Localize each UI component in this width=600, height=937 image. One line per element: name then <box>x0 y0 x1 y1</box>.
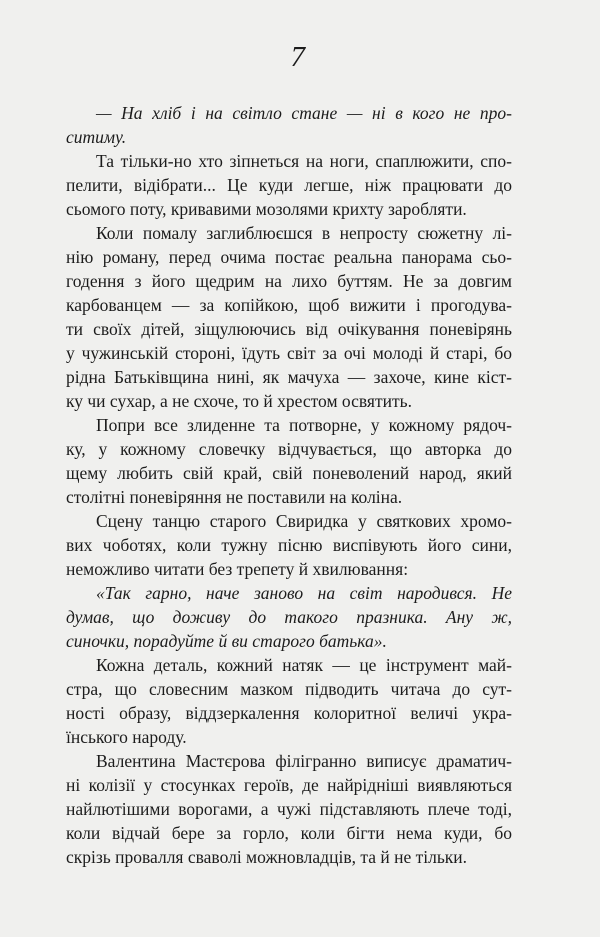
text-line: ності образу, віддзеркалення колоритної величі укра- <box>66 703 512 723</box>
text-line: синочки, порадуйте й ви старого батька». <box>66 631 387 651</box>
paragraph <box>66 509 512 581</box>
text-line: неможливо читати без трепету й хвилювання: <box>66 559 409 579</box>
text-line: у чужинській стороні, їдуть світ за очі молоді й старі, бо <box>66 343 512 363</box>
text-line: коли відчай бере за горло, коли бігти нема куди, бо <box>66 823 512 843</box>
text-line: карбованцем — за копійкою, щоб вижити і прогодува- <box>66 295 512 315</box>
text-line: ку чи сухар, а не схоче, то й хрестом освятить. <box>66 391 412 411</box>
text-line: «Так гарно, наче заново на світ народився. Не <box>96 583 512 603</box>
paragraph <box>66 413 512 509</box>
text-line: стра, що словесним мазком підводить читача до сут- <box>66 679 512 699</box>
text-line: столітні поневіряння не поставили на коліна. <box>66 487 403 507</box>
text-line: нію роману, перед очима постає реальна панорама сьо- <box>66 247 512 267</box>
text-line: рідна Батьківщина нині, як мачуха — захоче, кине кіст- <box>66 367 512 387</box>
paragraph <box>66 149 512 221</box>
text-line: ти своїх дітей, зіщулюючись від очікування поневірянь <box>66 319 512 339</box>
text-line: Сцену танцю старого Свиридка у святкових хромо- <box>96 511 512 531</box>
paragraph <box>66 221 512 413</box>
paragraph <box>66 653 512 749</box>
text-line: скрізь провалля сваволі можновладців, та й не тільки. <box>66 847 468 867</box>
text-line: сьомого поту, кривавими мозолями крихту заробляти. <box>66 199 467 219</box>
page-number: 7 <box>290 41 306 73</box>
text-line: ситиму. <box>66 127 127 147</box>
text-line: годення з його щедрим на лихо буттям. Не за довгим <box>66 271 512 291</box>
text-line: думав, що доживу до такого празника. Ану ж, <box>66 607 512 627</box>
text-line: їнського народу. <box>66 727 187 747</box>
text-line: вих чоботях, коли тужну пісню виспівують його сини, <box>66 535 512 555</box>
text-line: Коли помалу заглиблюєшся в непросту сюжетну лі- <box>96 223 512 243</box>
text-line: Кожна деталь, кожний натяк — це інструмент май- <box>96 655 512 675</box>
text-line: пелити, відібрати... Це куди легше, ніж працювати до <box>66 175 512 195</box>
text-line: ні колізії у стосунках героїв, де найрідніші виявляються <box>66 775 512 795</box>
paragraph <box>66 581 512 653</box>
paragraph <box>66 101 512 149</box>
text-line: Попри все злиденне та потворне, у кожному рядоч- <box>96 415 512 435</box>
paragraph <box>66 749 512 869</box>
text-line: найлютішими ворогами, а чужі підставляють плече тоді, <box>66 799 512 819</box>
text-line: — На хліб і на світло стане — ні в кого не про- <box>96 103 512 123</box>
text-block <box>66 101 512 869</box>
text-line: ку, у кожному словечку відчувається, що авторка до <box>66 439 512 459</box>
text-line: Та тільки-но хто зіпнеться на ноги, спаплюжити, спо- <box>96 151 512 171</box>
text-line: щему любить свій край, свій поневолений народ, який <box>66 463 512 483</box>
text-line: Валентина Мастєрова філігранно виписує драматич- <box>96 751 512 771</box>
